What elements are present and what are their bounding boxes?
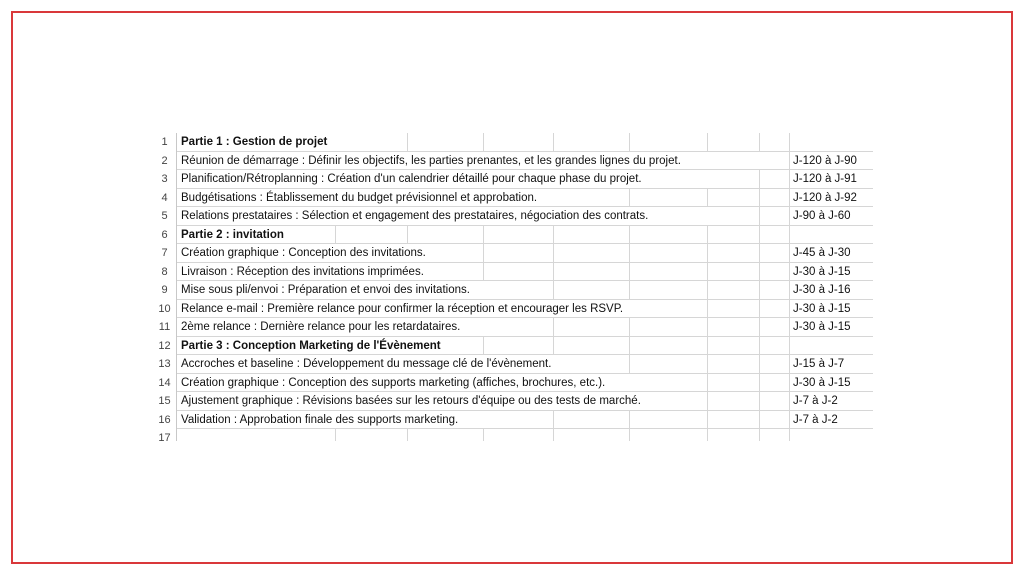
timing-cell[interactable]: J-120 à J-90: [793, 154, 857, 167]
column-gridline: [335, 429, 336, 441]
column-gridline: [483, 429, 484, 441]
column-gridline: [553, 244, 554, 262]
column-gridline: [789, 263, 790, 281]
section-heading-cell[interactable]: Partie 1 : Gestion de projet: [181, 136, 328, 148]
table-row: [153, 170, 873, 189]
column-gridline: [553, 226, 554, 244]
column-gridline: [759, 170, 760, 188]
column-gridline: [707, 244, 708, 262]
table-row: [153, 337, 873, 356]
task-cell[interactable]: Réunion de démarrage : Définir les objectifs, les parties prenantes, et les grandes lignes du projet.: [181, 154, 681, 167]
column-gridline: [707, 226, 708, 244]
column-gridline: [553, 263, 554, 281]
column-gridline: [629, 318, 630, 336]
task-cell[interactable]: Mise sous pli/envoi : Préparation et envoi des invitations.: [181, 284, 470, 296]
column-gridline: [789, 300, 790, 318]
column-gridline: [789, 392, 790, 410]
column-gridline: [789, 133, 790, 151]
section-heading-cell[interactable]: Partie 2 : invitation: [181, 228, 284, 241]
column-gridline: [759, 392, 760, 410]
column-gridline: [553, 318, 554, 336]
column-gridline: [789, 429, 790, 441]
table-row: [153, 226, 873, 245]
timing-cell[interactable]: J-30 à J-15: [793, 302, 851, 315]
column-gridline: [789, 318, 790, 336]
table-row: [153, 300, 873, 319]
task-cell[interactable]: Relations prestataires : Sélection et engagement des prestataires, négociation des contrats.: [181, 210, 649, 222]
column-gridline: [789, 226, 790, 244]
table-row: [153, 318, 873, 337]
column-gridline: [553, 411, 554, 429]
column-gridline: [707, 263, 708, 281]
row-number[interactable]: 9: [153, 281, 177, 300]
table-row: [153, 189, 873, 208]
timing-cell[interactable]: J-120 à J-91: [793, 173, 857, 185]
column-gridline: [629, 226, 630, 244]
column-gridline: [629, 281, 630, 299]
column-gridline: [759, 244, 760, 262]
row-number[interactable]: 7: [153, 244, 177, 263]
column-gridline: [553, 133, 554, 151]
table-row: [153, 207, 873, 226]
row-number[interactable]: 8: [153, 263, 177, 282]
column-gridline: [789, 189, 790, 207]
column-gridline: [707, 189, 708, 207]
column-gridline: [789, 207, 790, 225]
row-number[interactable]: 3: [153, 170, 177, 189]
timing-cell[interactable]: J-7 à J-2: [793, 413, 838, 426]
column-gridline: [759, 189, 760, 207]
task-cell[interactable]: Ajustement graphique : Révisions basées sur les retours d'équipe ou des tests de marché.: [181, 395, 641, 407]
row-number[interactable]: 13: [153, 355, 177, 374]
column-gridline: [789, 281, 790, 299]
column-gridline: [335, 226, 336, 244]
column-gridline: [759, 281, 760, 299]
column-gridline: [707, 133, 708, 151]
column-gridline: [553, 337, 554, 355]
table-row: [153, 263, 873, 282]
column-gridline: [707, 281, 708, 299]
column-gridline: [759, 318, 760, 336]
table-row: [153, 411, 873, 430]
column-gridline: [789, 355, 790, 373]
column-gridline: [759, 411, 760, 429]
task-cell[interactable]: Création graphique : Conception des invitations.: [181, 247, 426, 259]
task-cell[interactable]: 2ème relance : Dernière relance pour les retardataires.: [181, 321, 461, 333]
timing-cell[interactable]: J-30 à J-16: [793, 284, 851, 296]
task-cell[interactable]: Création graphique : Conception des supports marketing (affiches, brochures, etc.).: [181, 376, 606, 389]
table-row: [153, 392, 873, 411]
table-row: [153, 133, 873, 152]
column-gridline: [759, 300, 760, 318]
column-gridline: [707, 429, 708, 441]
column-gridline: [759, 355, 760, 373]
row-number[interactable]: 17: [153, 429, 177, 441]
column-gridline: [759, 133, 760, 151]
column-gridline: [553, 429, 554, 441]
column-gridline: [407, 226, 408, 244]
column-gridline: [707, 411, 708, 429]
task-cell[interactable]: Livraison : Réception des invitations imprimées.: [181, 265, 424, 278]
column-gridline: [759, 226, 760, 244]
column-gridline: [407, 429, 408, 441]
timing-cell[interactable]: J-30 à J-15: [793, 321, 851, 333]
column-gridline: [629, 337, 630, 355]
column-gridline: [629, 411, 630, 429]
column-gridline: [759, 337, 760, 355]
column-gridline: [629, 244, 630, 262]
column-gridline: [553, 281, 554, 299]
column-gridline: [707, 374, 708, 392]
task-cell[interactable]: Budgétisations : Établissement du budget prévisionnel et approbation.: [181, 191, 538, 204]
column-gridline: [759, 374, 760, 392]
task-cell[interactable]: Planification/Rétroplanning : Création d'un calendrier détaillé pour chaque phase du projet.: [181, 173, 642, 185]
row-number[interactable]: 1: [153, 133, 177, 152]
spreadsheet-grid[interactable]: [153, 133, 873, 441]
row-number[interactable]: 11: [153, 318, 177, 337]
column-gridline: [789, 374, 790, 392]
column-gridline: [789, 152, 790, 170]
column-gridline: [707, 300, 708, 318]
table-row: [153, 152, 873, 171]
timing-cell[interactable]: J-15 à J-7: [793, 358, 845, 370]
row-number[interactable]: 6: [153, 226, 177, 245]
column-gridline: [483, 244, 484, 262]
row-number[interactable]: 15: [153, 392, 177, 411]
table-row: [153, 244, 873, 263]
column-gridline: [789, 411, 790, 429]
column-gridline: [759, 263, 760, 281]
column-gridline: [407, 133, 408, 151]
column-gridline: [483, 226, 484, 244]
column-gridline: [789, 170, 790, 188]
column-gridline: [707, 337, 708, 355]
row-number[interactable]: 4: [153, 189, 177, 208]
timing-cell[interactable]: J-30 à J-15: [793, 376, 851, 389]
timing-cell[interactable]: J-30 à J-15: [793, 265, 851, 278]
column-gridline: [629, 429, 630, 441]
column-gridline: [629, 263, 630, 281]
column-gridline: [483, 133, 484, 151]
table-row: [153, 281, 873, 300]
column-gridline: [629, 355, 630, 373]
row-number[interactable]: 16: [153, 411, 177, 430]
column-gridline: [707, 355, 708, 373]
table-row: [153, 429, 873, 441]
column-gridline: [629, 189, 630, 207]
task-cell[interactable]: Relance e-mail : Première relance pour confirmer la réception et encourager les RSVP.: [181, 302, 624, 315]
table-row: [153, 374, 873, 393]
timing-cell[interactable]: J-90 à J-60: [793, 210, 851, 222]
task-cell[interactable]: Accroches et baseline : Développement du message clé de l'évènement.: [181, 358, 552, 370]
column-gridline: [789, 337, 790, 355]
column-gridline: [483, 337, 484, 355]
timing-cell[interactable]: J-45 à J-30: [793, 247, 851, 259]
column-gridline: [707, 392, 708, 410]
table-row: [153, 355, 873, 374]
row-number[interactable]: 14: [153, 374, 177, 393]
row-number[interactable]: 5: [153, 207, 177, 226]
column-gridline: [789, 244, 790, 262]
timing-cell[interactable]: J-120 à J-92: [793, 191, 857, 204]
row-gridline: [177, 429, 873, 441]
section-heading-cell[interactable]: Partie 3 : Conception Marketing de l'Évènement: [181, 339, 441, 352]
column-gridline: [483, 263, 484, 281]
timing-cell[interactable]: J-7 à J-2: [793, 395, 838, 407]
task-cell[interactable]: Validation : Approbation finale des supports marketing.: [181, 413, 459, 426]
column-gridline: [759, 207, 760, 225]
column-gridline: [759, 429, 760, 441]
row-number[interactable]: 2: [153, 152, 177, 171]
row-number[interactable]: 12: [153, 337, 177, 356]
column-gridline: [629, 133, 630, 151]
row-number[interactable]: 10: [153, 300, 177, 319]
column-gridline: [707, 318, 708, 336]
